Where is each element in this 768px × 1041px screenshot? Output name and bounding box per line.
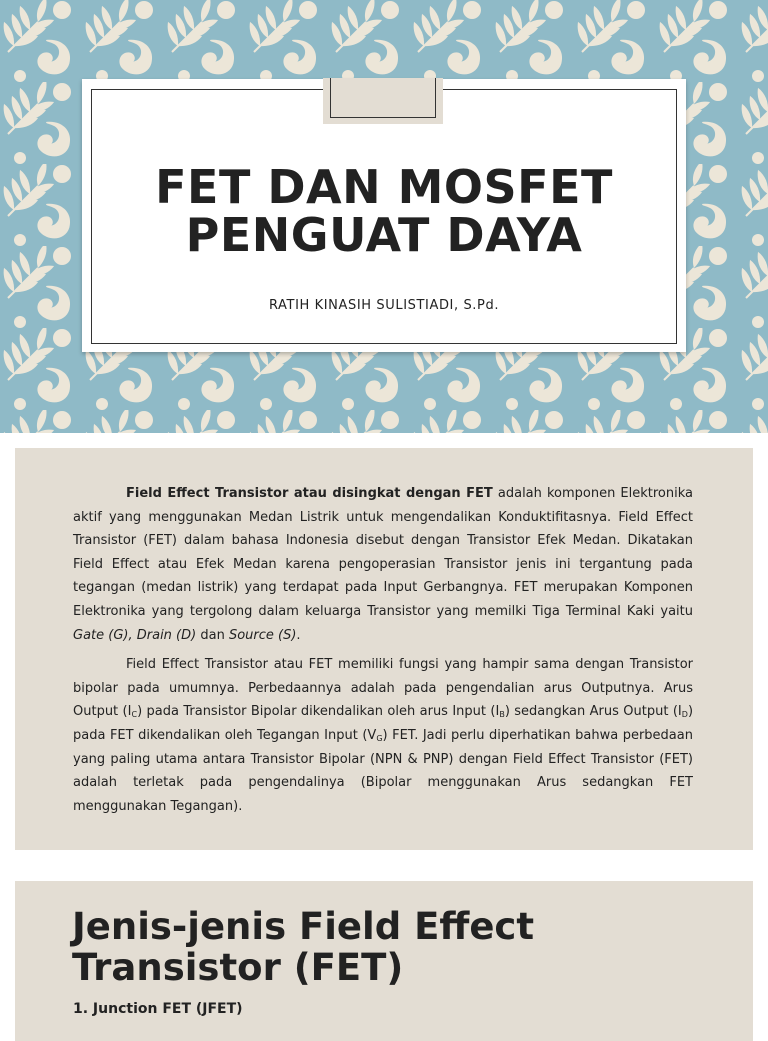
slide-title-line-1: FET DAN MOSFET xyxy=(155,160,613,214)
p2-text-3: ) sedangkan Arus Output (I xyxy=(504,704,682,720)
p1-text: adalah komponen Elektronika aktif yang menggunakan Medan Listrik untuk mengendalikan Konduktifitasnya. Field Effect Transistor (FET) dalam bahasa Indonesia disebut dengan Transistor Efek Medan. Dikatakan Field Effect atau Efek Medan karena pengoperasian Transistor jenis ini tergantung pada tegangan (medan listrik) yang terdapat pada Input Gerbangnya. FET merupakan Komponen Elektronika yang tergolong dalam keluarga Transistor yang memilki Tiga Terminal Kaki yaitu xyxy=(73,486,693,619)
p2-text-4: ) pada FET dikendalikan oleh Tegangan Input (V xyxy=(73,704,694,743)
p2-text-1: Field Effect Transistor atau FET memiliki fungsi yang hampir sama dengan Transistor bipolar pada umumnya. Perbedaannya adalah pada pengendalian arus Outputnya. Arus Output (I xyxy=(73,657,693,720)
fet-types-slide xyxy=(15,881,753,1041)
title-card xyxy=(82,79,686,352)
definition-slide xyxy=(15,448,753,850)
p2-text-2: ) pada Transistor Bipolar dikendalikan oleh arus Input (I xyxy=(137,704,500,720)
subscript-d: D xyxy=(681,710,688,720)
subscript-b: B xyxy=(499,710,505,720)
fet-bold-lead: Field Effect Transistor atau disingkat dengan FET xyxy=(126,486,493,501)
slide-title xyxy=(82,160,686,262)
paragraph-fet-vs-bipolar xyxy=(73,653,693,818)
title-slide xyxy=(0,0,768,433)
subscript-g: G xyxy=(376,733,383,743)
title-card-tab xyxy=(323,78,443,124)
fet-types-heading: Jenis-jenis Field Effect Transistor (FET) xyxy=(72,905,535,989)
terminal-terms: Gate (G), Drain (D) xyxy=(73,627,197,643)
title-card-tab-border xyxy=(330,78,436,118)
author-name: RATIH KINASIH SULISTIADI, S.Pd. xyxy=(268,298,500,313)
terminal-source: Source (S) xyxy=(228,627,297,643)
subscript-c: C xyxy=(131,710,138,720)
paragraph-fet-definition xyxy=(73,482,693,647)
p2-text-5: ) FET. Jadi perlu diperhatikan bahwa perbedaan yang paling utama antara Transistor Bipolar (NPN & PNP) dengan Field Effect Transistor (FET) adalah terletak pada pengendalinya (Bipolar menggunakan Arus sedangkan FET menggunakan Tegangan). xyxy=(73,727,693,814)
p1-end: . xyxy=(296,627,301,643)
slide-title-line-2: PENGUAT DAYA xyxy=(185,208,583,262)
definition-body xyxy=(73,482,693,824)
jfet-subheading: 1. Junction FET (JFET) xyxy=(73,1001,243,1017)
p1-and: dan xyxy=(196,627,229,643)
